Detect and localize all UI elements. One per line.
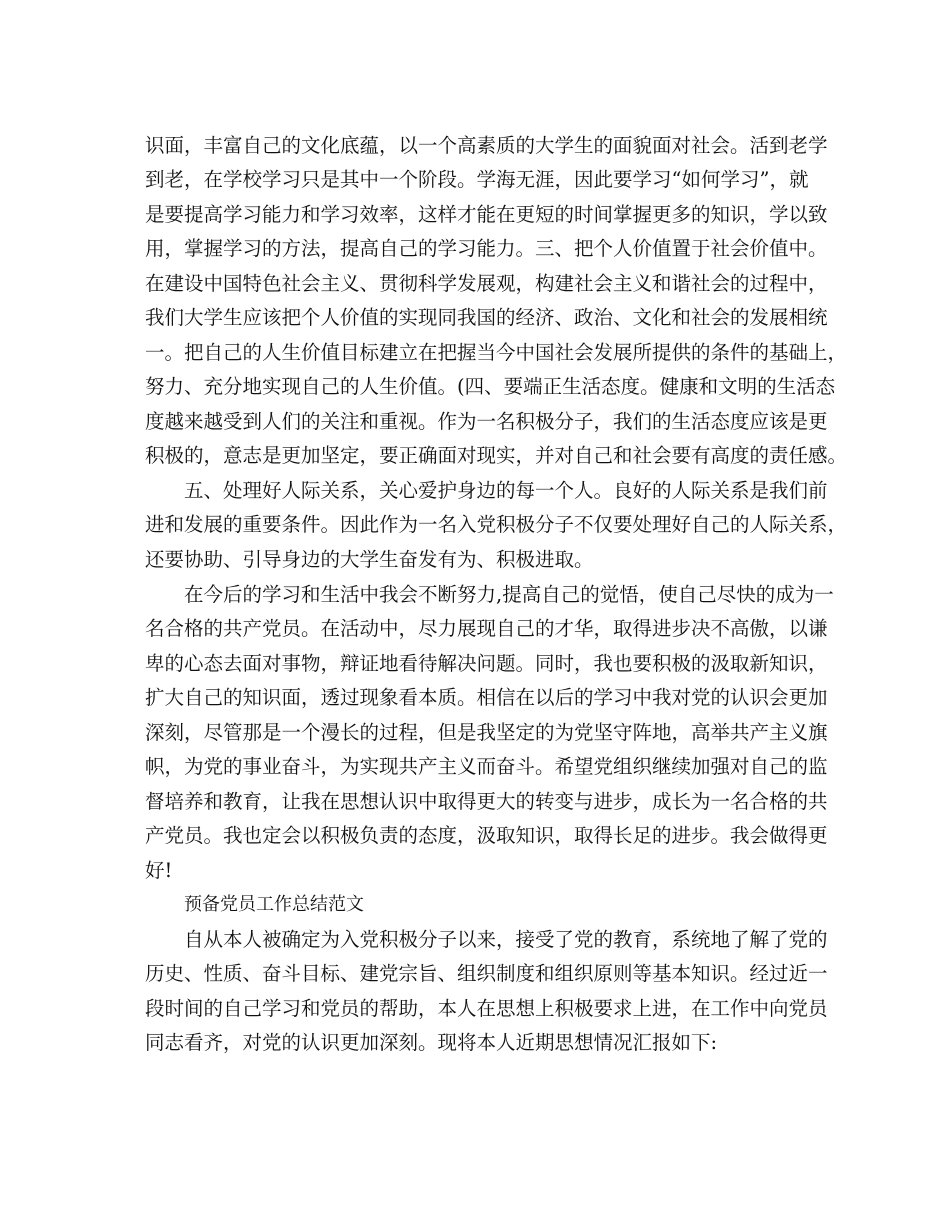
text-line: 卑的心态去面对事物，辩证地看待解决问题。同时，我也要积极的汲取新知识， — [145, 652, 828, 675]
text-line: 同志看齐，对党的认识更加深刻。现将本人近期思想情况汇报如下: — [145, 1031, 718, 1054]
text-line: 段时间的自己学习和党员的帮助，本人在思想上积极要求上进，在工作中向党员 — [145, 997, 828, 1020]
text-line: 一。把自己的人生价值目标建立在把握当今中国社会发展所提供的条件的基础上， — [145, 341, 848, 364]
text-line: 名合格的共产党员。在活动中，尽力展现自己的才华，取得进步决不高傲，以谦 — [145, 617, 828, 640]
text-line: 进和发展的重要条件。因此作为一名入党积极分子不仅要处理好自己的人际关系， — [145, 513, 848, 536]
text-line: 还要协助、引导身边的大学生奋发有为、积极进取。 — [145, 548, 594, 571]
text-line: 自从本人被确定为入党积极分子以来，接受了党的教育，系统地了解了党的 — [184, 928, 828, 951]
text-line: 历史、性质、奋斗目标、建党宗旨、组织制度和组织原则等基本知识。经过近一 — [145, 962, 828, 985]
text-line: 我们大学生应该把个人价值的实现同我国的经济、政治、文化和社会的发展相统 — [145, 306, 828, 329]
text-line: 扩大自己的知识面，透过现象看本质。相信在以后的学习中我对党的认识会更加 — [145, 686, 828, 709]
text-line: 帜，为党的事业奋斗，为实现共产主义而奋斗。希望党组织继续加强对自己的监 — [145, 755, 828, 778]
text-line: 到老，在学校学习只是其中一个阶段。学海无涯，因此要学习“如何学习”，就 — [145, 168, 809, 191]
text-line: 督培养和教育，让我在思想认识中取得更大的转变与进步，成长为一名合格的共 — [145, 790, 828, 813]
text-line: 识面，丰富自己的文化底蕴，以一个高素质的大学生的面貌面对社会。活到老学 — [145, 134, 828, 157]
text-line: 深刻，尽管那是一个漫长的过程，但是我坚定的为党坚守阵地，高举共产主义旗 — [145, 721, 828, 744]
text-line: 用，掌握学习的方法，提高自己的学习能力。三、把个人价值置于社会价值中。 — [145, 237, 828, 260]
text-line: 好! — [145, 859, 173, 882]
text-line: 度越来越受到人们的关注和重视。作为一名积极分子，我们的生活态度应该是更 — [145, 410, 828, 433]
text-line: 产党员。我也定会以积极负责的态度，汲取知识，取得长足的进步。我会做得更 — [145, 824, 828, 847]
text-line: 积极的，意志是更加坚定，要正确面对现实，并对自己和社会要有高度的责任感。 — [145, 444, 848, 467]
text-line: 五、处理好人际关系，关心爱护身边的每一个人。良好的人际关系是我们前 — [184, 479, 828, 502]
text-line: 在建设中国特色社会主义、贯彻科学发展观，构建社会主义和谐社会的过程中， — [145, 272, 828, 295]
section-title: 预备党员工作总结范文 — [184, 894, 364, 915]
text-line: 努力、充分地实现自己的人生价值。(四、要端正生活态度。健康和文明的生活态 — [145, 375, 836, 398]
text-line: 是要提高学习能力和学习效率，这样才能在更短的时间掌握更多的知识，学以致 — [145, 203, 828, 226]
text-line: 在今后的学习和生活中我会不断努力,提高自己的觉悟，使自己尽快的成为一 — [184, 583, 834, 606]
